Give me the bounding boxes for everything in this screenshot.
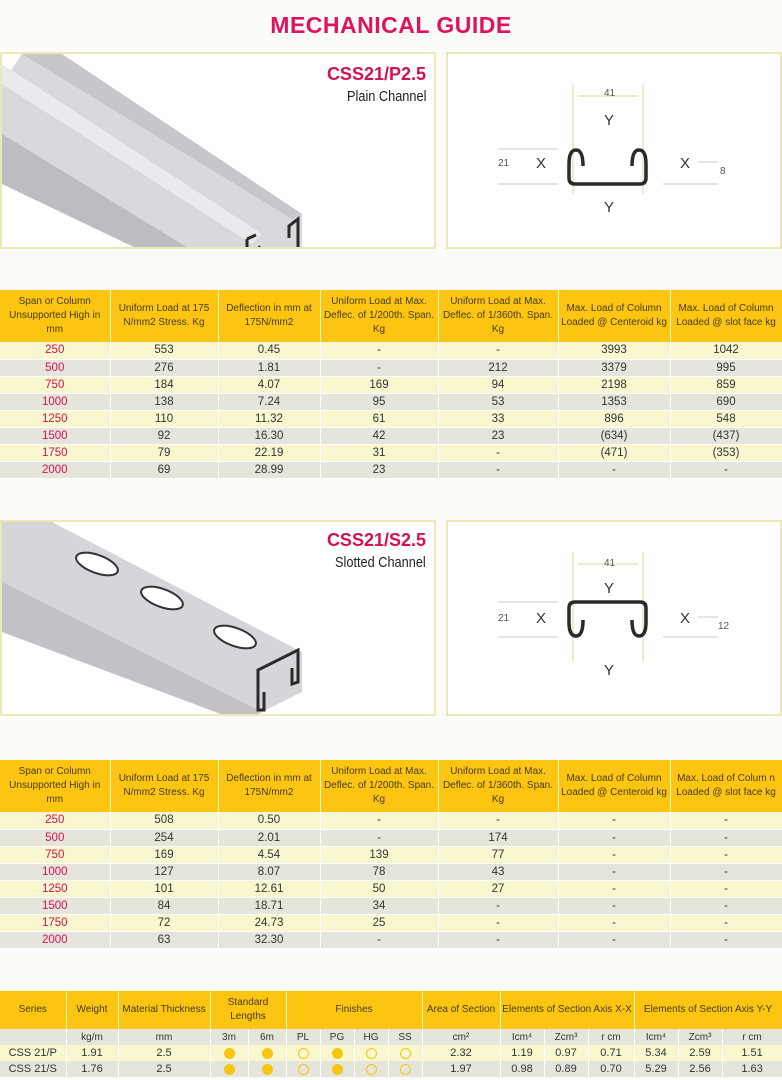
cell: 110 [110,410,218,427]
cell: - [670,461,782,478]
filled-dot-icon [262,1064,273,1075]
unit: cm² [422,1029,500,1045]
cell: 859 [670,376,782,393]
cell: 169 [320,376,438,393]
cell: 1500 [0,427,110,444]
empty-circle-icon [366,1048,377,1059]
cell: - [320,829,438,846]
cell: 79 [110,444,218,461]
cell: - [438,897,558,914]
unit: Zcm³ [544,1029,588,1045]
cell: 4.54 [218,846,320,863]
cell: 11.32 [218,410,320,427]
cell: 1000 [0,863,110,880]
col-header: Uniform Load at Max. Deflec. of 1/200th. Span. Kg [320,760,438,812]
cell [320,1045,354,1061]
cell: 77 [438,846,558,863]
cell: 1.97 [422,1061,500,1077]
axis-x-right: X [680,155,691,172]
cell: 1.91 [66,1045,118,1061]
cell: 5.34 [634,1045,678,1061]
cell: 0.45 [218,342,320,359]
cell: - [558,829,670,846]
cell: 63 [110,931,218,948]
unit: 6m [248,1029,286,1045]
cell: 169 [110,846,218,863]
table-row [0,342,782,359]
cell: - [558,461,670,478]
product-name: Slotted Channel [335,554,426,571]
table-header-row [0,760,782,812]
cell: 1.19 [500,1045,544,1061]
cell: (634) [558,427,670,444]
cell [248,1045,286,1061]
axis-y-top: Y [604,580,615,597]
section-diagram-plain [446,52,782,249]
cell: CSS 21/P [0,1045,66,1061]
cell: 95 [320,393,438,410]
cell: - [438,444,558,461]
table-row [0,359,782,376]
series-summary-table [0,991,782,1077]
cell: - [670,880,782,897]
units-row [0,1029,782,1045]
cell: - [320,359,438,376]
unit: mm [118,1029,210,1045]
cell: 174 [438,829,558,846]
cell: 42 [320,427,438,444]
cell: 500 [0,829,110,846]
table-row [0,1045,782,1061]
cell: 2.32 [422,1045,500,1061]
col-header-area: Area of Section [422,991,500,1029]
col-header: Deflection in mm at 175N/mm2 [218,290,320,342]
cell: 2.59 [678,1045,722,1061]
cell: 18.71 [218,897,320,914]
col-header: Uniform Load at Max. Deflec. of 1/360th. Span. Kg [438,290,558,342]
cell: 22.19 [218,444,320,461]
dim-width: 41 [604,558,616,569]
cell: 0.97 [544,1045,588,1061]
cell: 138 [110,393,218,410]
cell: - [670,931,782,948]
cell [354,1045,388,1061]
cell: 53 [438,393,558,410]
axis-y-bottom: Y [604,662,615,679]
cell: 84 [110,897,218,914]
cell: 212 [438,359,558,376]
col-header: Max. Load of Column Loaded @ slot face kg [670,290,782,342]
cell: 1750 [0,914,110,931]
filled-dot-icon [224,1064,235,1075]
cell: - [320,931,438,948]
cell: 78 [320,863,438,880]
load-table-slotted [0,760,782,949]
unit: r cm [722,1029,782,1045]
cell: 548 [670,410,782,427]
col-header: Uniform Load at 175 N/mm2 Stress. Kg [110,290,218,342]
table-row [0,393,782,410]
col-header: Span or Column Unsupported High in mm [0,760,110,812]
table-row [0,863,782,880]
table-row [0,880,782,897]
filled-dot-icon [332,1064,343,1075]
cell: 0.71 [588,1045,634,1061]
unit: Zcm³ [678,1029,722,1045]
cell: 750 [0,376,110,393]
col-header: Uniform Load at Max. Deflec. of 1/200th. Span. Kg [320,290,438,342]
cell: 750 [0,846,110,863]
cell: 127 [110,863,218,880]
col-header: Deflection in mm at 175N/mm2 [218,760,320,812]
cell: 1250 [0,410,110,427]
cell: - [670,914,782,931]
cell: 1.81 [218,359,320,376]
cell: 250 [0,812,110,829]
cell: 1042 [670,342,782,359]
load-table-plain [0,290,782,479]
axis-x-right: X [680,610,691,627]
cell: 2000 [0,461,110,478]
table-row [0,1061,782,1077]
axis-y-top: Y [604,112,615,129]
cell: 3379 [558,359,670,376]
cell: - [438,461,558,478]
cell: - [438,931,558,948]
cell: 7.24 [218,393,320,410]
cell: 508 [110,812,218,829]
table-row [0,444,782,461]
cell: 2.5 [118,1045,210,1061]
cell: - [558,846,670,863]
table-row [0,846,782,863]
cell: - [670,812,782,829]
axis-y-bottom: Y [604,199,615,216]
empty-circle-icon [298,1048,309,1059]
cell: (471) [558,444,670,461]
cell: - [558,914,670,931]
unit: kg/m [66,1029,118,1045]
cell: 2000 [0,931,110,948]
cell: 16.30 [218,427,320,444]
cell: 4.07 [218,376,320,393]
cell: 27 [438,880,558,897]
product-photo-panel-slotted [0,520,436,716]
channel-cross-section-icon [448,54,782,249]
cell: 69 [110,461,218,478]
cell: - [320,812,438,829]
cell: 101 [110,880,218,897]
product-code: CSS21/S2.5 [326,530,426,550]
dim-slot: 12 [718,621,730,632]
cell: 995 [670,359,782,376]
cell: 1353 [558,393,670,410]
cell: - [320,342,438,359]
cell: - [670,863,782,880]
cell: (437) [670,427,782,444]
cell: 0.70 [588,1061,634,1077]
cell: - [558,931,670,948]
table-header-row [0,290,782,342]
cell [320,1061,354,1077]
cell: 25 [320,914,438,931]
col-header-thickness: Material Thickness [118,991,210,1029]
cell: CSS 21/S [0,1061,66,1077]
cell: 1500 [0,897,110,914]
product-code: CSS21/P2.5 [326,64,426,84]
product-name: Plain Channel [346,88,426,105]
cell: 1.63 [722,1061,782,1077]
unit: r cm [588,1029,634,1045]
cell: - [438,342,558,359]
cell: - [558,880,670,897]
filled-dot-icon [332,1048,343,1059]
unit: Icm⁴ [500,1029,544,1045]
table-row [0,410,782,427]
cell: 50 [320,880,438,897]
cell: 184 [110,376,218,393]
cell: 1750 [0,444,110,461]
unit: 3m [210,1029,248,1045]
table-row [0,829,782,846]
page-title: MECHANICAL GUIDE [270,12,512,38]
cell [286,1045,320,1061]
empty-circle-icon [366,1064,377,1075]
dim-width: 41 [604,88,616,99]
dim-height: 21 [498,613,510,624]
cell: 500 [0,359,110,376]
col-header: Span or Column Unsupported High in mm [0,290,110,342]
col-header-series: Series [0,991,66,1029]
unit: PG [320,1029,354,1045]
dim-height: 21 [498,158,510,169]
cell: 0.89 [544,1061,588,1077]
cell [210,1045,248,1061]
cell: 553 [110,342,218,359]
cell: 31 [320,444,438,461]
cell [388,1061,422,1077]
cell: 92 [110,427,218,444]
cell: 3993 [558,342,670,359]
unit: SS [388,1029,422,1045]
cell: 5.29 [634,1061,678,1077]
cell: - [438,914,558,931]
cell: 1.51 [722,1045,782,1061]
cell: 690 [670,393,782,410]
table-row [0,376,782,393]
unit: Icm⁴ [634,1029,678,1045]
cell: 61 [320,410,438,427]
cell: 254 [110,829,218,846]
cell: 1.76 [66,1061,118,1077]
filled-dot-icon [262,1048,273,1059]
cell: - [558,897,670,914]
cell: 250 [0,342,110,359]
col-header: Max. Load of Column Loaded @ Centeroid kg [558,760,670,812]
cell: - [438,812,558,829]
col-header: Uniform Load at Max. Deflec. of 1/360th. Span. Kg [438,760,558,812]
cell [388,1045,422,1061]
cell: 32.30 [218,931,320,948]
axis-x-left: X [536,610,547,627]
empty-circle-icon [400,1048,411,1059]
cell: (353) [670,444,782,461]
table-row [0,427,782,444]
col-header-axis-xx: Elements of Section Axis X-X [500,991,634,1029]
empty-circle-icon [298,1064,309,1075]
cell: 43 [438,863,558,880]
unit: HG [354,1029,388,1045]
col-header-axis-yy: Elements of Section Axis Y-Y [634,991,782,1029]
filled-dot-icon [224,1048,235,1059]
cell: 896 [558,410,670,427]
slotted-channel-image [2,522,436,716]
cell: 94 [438,376,558,393]
col-header: Max. Load of Colum n Loaded @ slot face kg [670,760,782,812]
unit [0,1029,66,1045]
cell: - [558,863,670,880]
cell: 0.50 [218,812,320,829]
col-header-lengths: Standard Lengths [210,991,286,1029]
col-header-finishes: Finishes [286,991,422,1029]
cell: 23 [320,461,438,478]
cell: 2.01 [218,829,320,846]
table-header-row [0,991,782,1029]
cell: 12.61 [218,880,320,897]
cell: 8.07 [218,863,320,880]
axis-x-left: X [536,155,547,172]
cell [354,1061,388,1077]
col-header-weight: Weight [66,991,118,1029]
table-row [0,931,782,948]
cell [286,1061,320,1077]
cell: 2198 [558,376,670,393]
cell: 23 [438,427,558,444]
table-row [0,897,782,914]
empty-circle-icon [400,1064,411,1075]
cell: 24.73 [218,914,320,931]
cell [248,1061,286,1077]
col-header: Uniform Load at 175 N/mm2 Stress. Kg [110,760,218,812]
cell: 2.56 [678,1061,722,1077]
cell: 1250 [0,880,110,897]
dim-slot: 8 [720,166,726,177]
cell: 139 [320,846,438,863]
cell [210,1061,248,1077]
cell: 33 [438,410,558,427]
cell: - [670,846,782,863]
section-diagram-slotted [446,520,782,716]
cell: 2.5 [118,1061,210,1077]
unit: PL [286,1029,320,1045]
cell: 276 [110,359,218,376]
product-photo-panel-plain [0,52,436,249]
cell: - [670,897,782,914]
cell: - [670,829,782,846]
table-row [0,914,782,931]
cell: 34 [320,897,438,914]
cell: 28.99 [218,461,320,478]
table-row [0,812,782,829]
table-row [0,461,782,478]
cell: - [558,812,670,829]
cell: 0.98 [500,1061,544,1077]
col-header: Max. Load of Column Loaded @ Centeroid kg [558,290,670,342]
cell: 1000 [0,393,110,410]
cell: 72 [110,914,218,931]
